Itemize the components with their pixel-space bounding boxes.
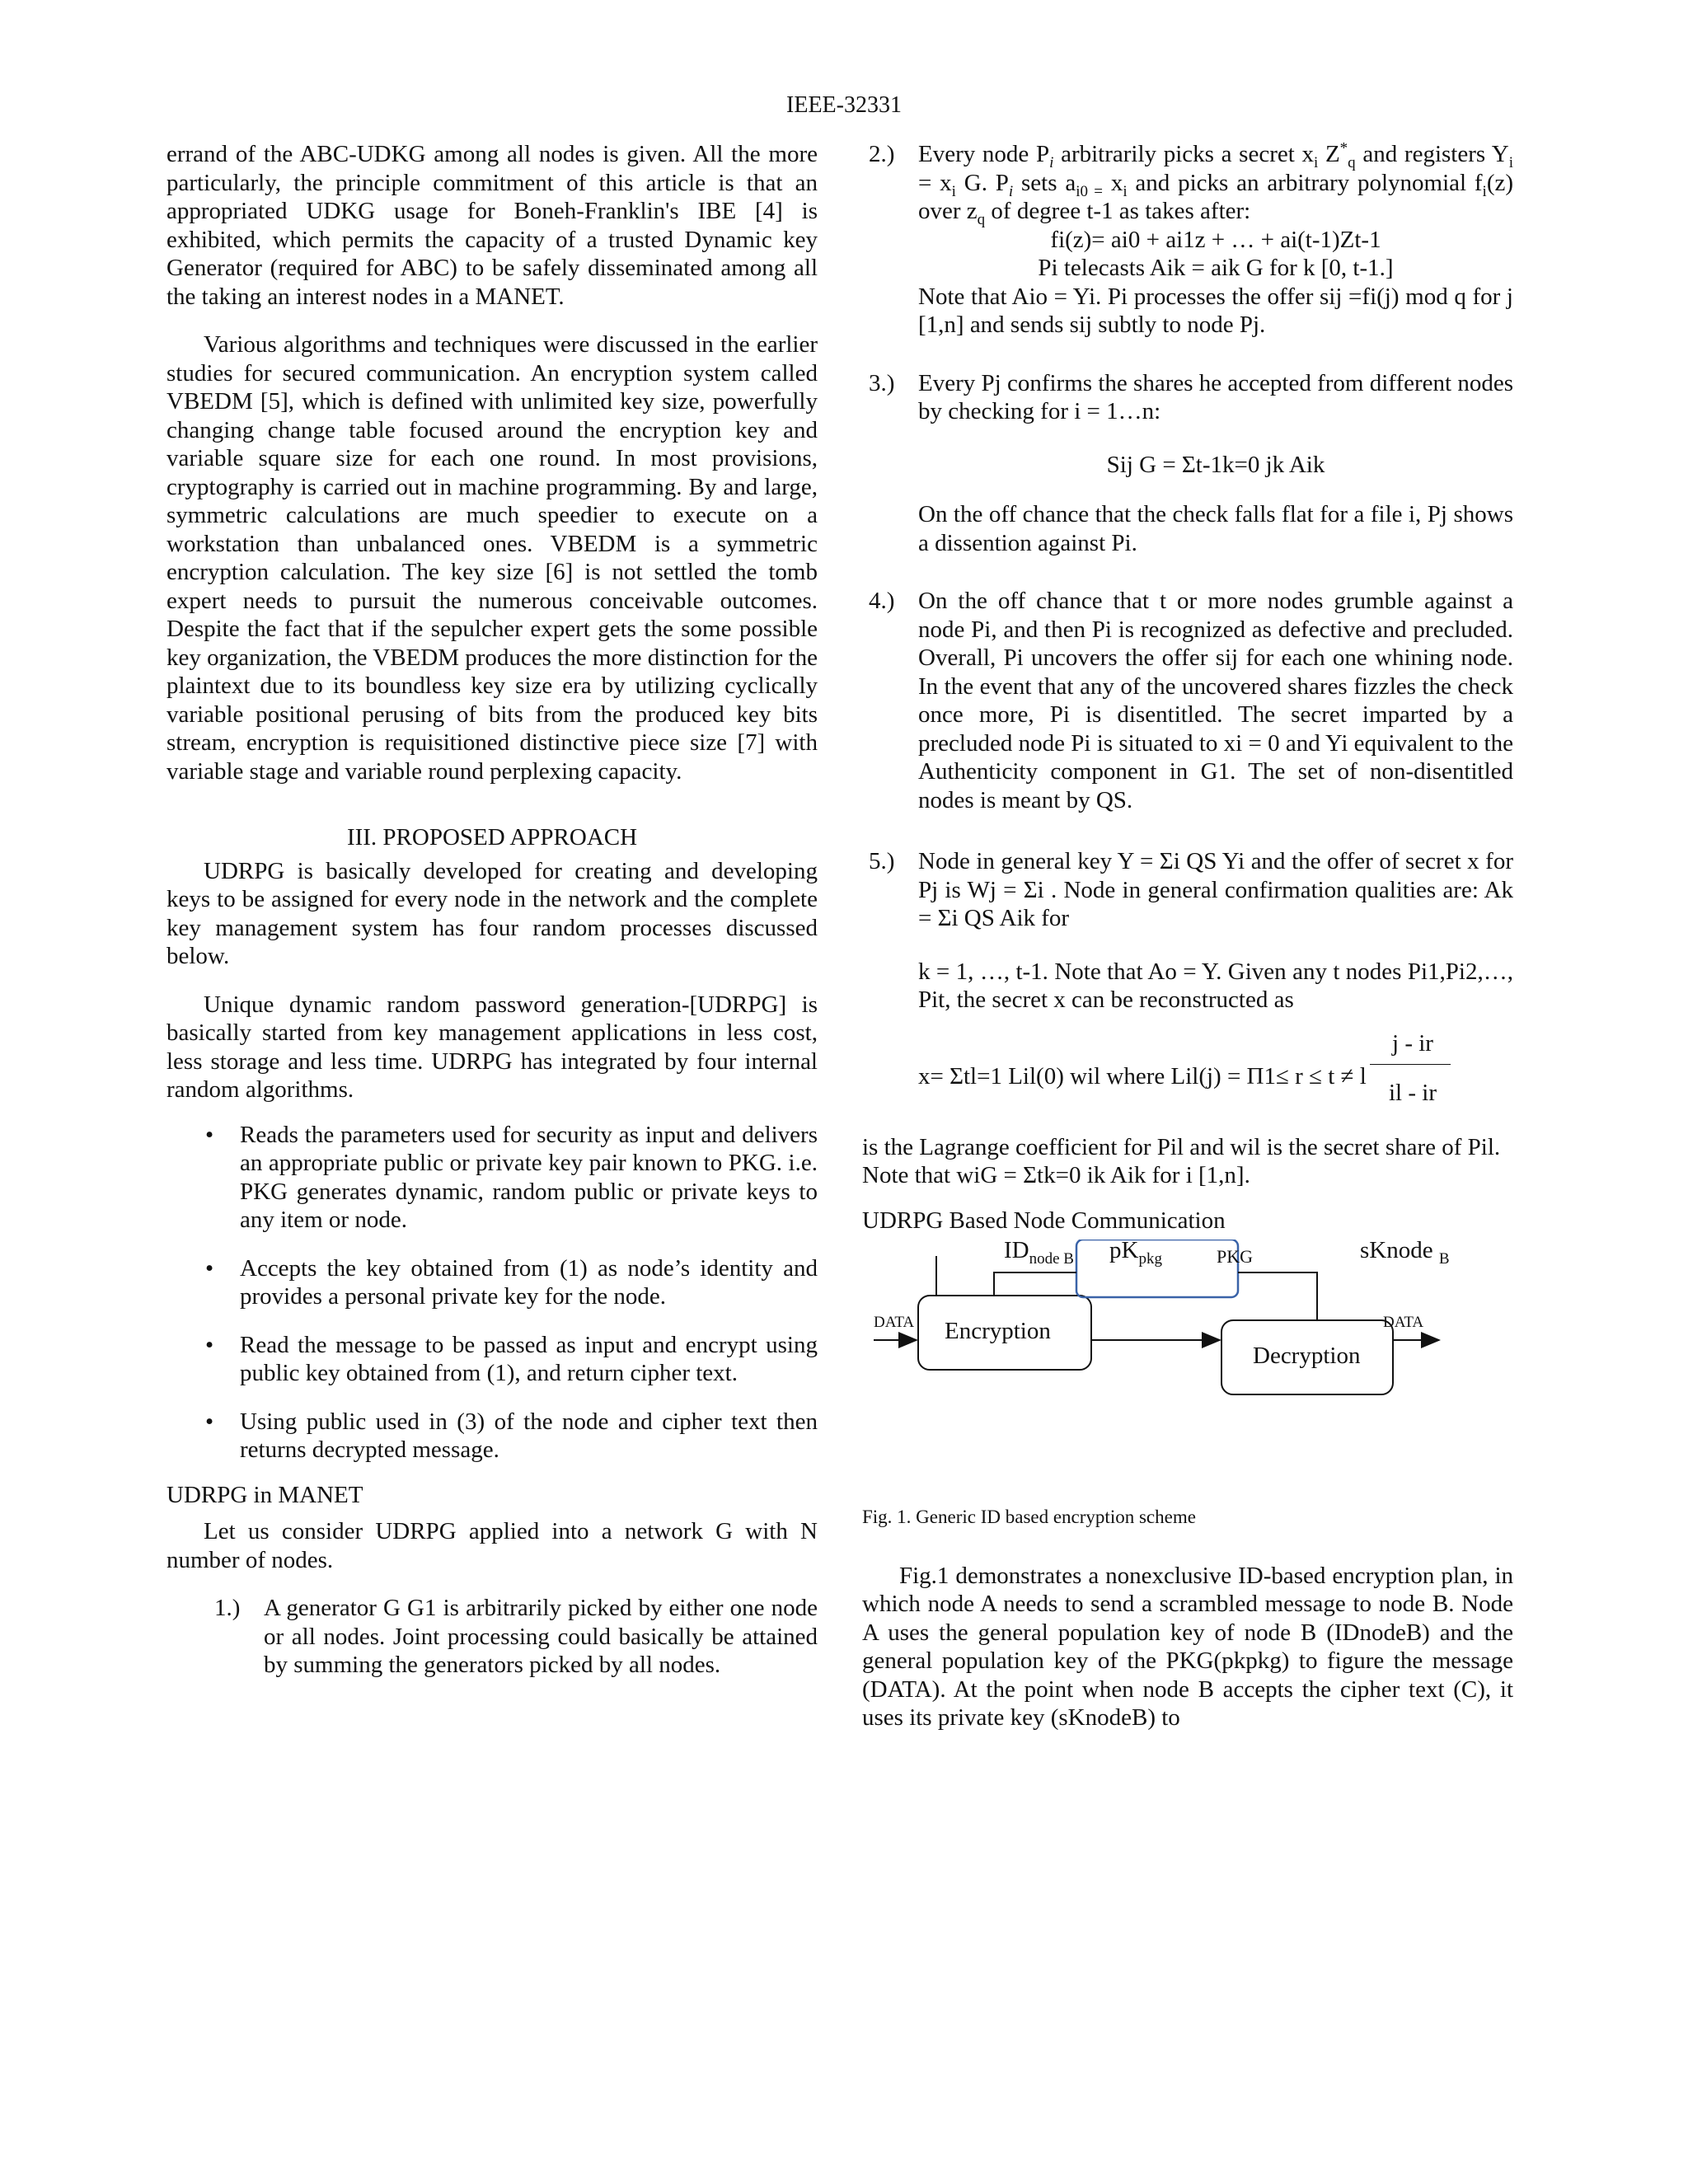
paragraph-note: Note that wiG = Σtk=0 ik Aik for i [1,n]. xyxy=(862,1162,1250,1188)
algorithm-list xyxy=(166,1121,818,1465)
formula-lagrange xyxy=(918,1029,1513,1117)
step-number: 1.) xyxy=(214,1595,241,1621)
step-2 xyxy=(862,140,1513,340)
step-text: A generator G G1 is arbitrarily picked by either one node or all nodes. Joint processing could basically be attained by summing the generators picked by all nodes. xyxy=(264,1595,818,1678)
step-note: On the off chance that the check falls flat for a file i, Pj shows a dissention against Pi. xyxy=(918,501,1513,556)
subheading-udrpg-manet: UDRPG in MANET xyxy=(166,1481,363,1508)
list-item: • Reads the parameters used for security as input and delivers an appropriate public or private key pair known to PKG. i.e. PKG generates dynamic, random public or private keys to any item or node. xyxy=(166,1121,818,1235)
step-text-continued: k = 1, …, t-1. Note that Ao = Y. Given any t nodes Pi1,Pi2,…, Pit, the secret x can be reconstructed as xyxy=(918,958,1513,1013)
label-pkg: PKG xyxy=(1217,1246,1254,1267)
paragraph-udrpg-overview: UDRPG is basically developed for creating and developing keys to be assigned for every node in the network and the complete key management system has four random processes discussed below. xyxy=(166,857,818,969)
paragraph-network: Let us consider UDRPG applied into a network G with N number of nodes. xyxy=(166,1518,818,1573)
step-number: 4.) xyxy=(869,588,895,614)
step-note: Note that Aio = Yi. Pi processes the offer sij =fi(j) mod q for j [1,n] and sends sij subtly to node Pj. xyxy=(918,283,1513,338)
step-4 xyxy=(862,587,1513,814)
paragraph-lagrange: is the Lagrange coefficient for Pil and wil is the secret share of Pil. xyxy=(862,1133,1501,1160)
label-encryption: Encryption xyxy=(945,1318,1051,1344)
paragraph-udrpg-detail: Unique dynamic random password generation-[UDRPG] is basically started from key management applications in less cost, less storage and less time. UDRPG has integrated by four internal random algorithms. xyxy=(166,991,818,1103)
figure-title: UDRPG Based Node Communication xyxy=(862,1207,1226,1234)
pkg-connector xyxy=(1238,1272,1317,1320)
formula-broadcast: Pi telecasts Aik = aik G for k [0, t-1.] xyxy=(1038,255,1394,281)
figure-caption: Fig. 1. Generic ID based encryption scheme xyxy=(862,1507,1196,1527)
left-column xyxy=(166,140,818,1680)
label-id-node: $ID_{node B}$ xyxy=(1004,1237,1074,1268)
label-decryption: Decryption xyxy=(1253,1343,1361,1369)
step-1 xyxy=(208,1594,818,1680)
right-column xyxy=(862,140,1513,1732)
step-text: Every node $P_i$ arbitrarily picks a secret $x_i$ $Z^*_q$ and registers $Y_i = x_i$ G. $P_i$ sets $a_{i0 =}$ $x_i$ and picks an arbitrary polynomial $f_i(z)$ over $z_q$ of degree t-1 as takes after: xyxy=(918,139,1514,228)
paragraph-figure-description: Fig.1 demonstrates a nonexclusive ID-based encryption plan, in which node A needs to send a scrambled message to node B. Node A uses the general population key of node B (IDnodeB) and the general population key of the PKG(pkpkg) to figure the message (DATA). At the point when node B accepts the cipher text (C), it uses its private key (sKnodeB) to xyxy=(862,1562,1513,1731)
formula-numerator: j - ir xyxy=(1392,1029,1433,1057)
step-text: Every Pj confirms the shares he accepted from different nodes by checking for i = 1…n: xyxy=(918,369,1513,424)
step-text: On the off chance that t or more nodes grumble against a node Pi, and then Pi is recognized as defective and precluded. Overall, Pi uncovers the offer sij for each one whining node. In the event that any of the uncovered shares fizzles the check once more, Pi is disentitled. The secret imparted by a precluded node Pi is situated to xi = 0 and Yi equivalent to the Authenticity component in G1. The set of non-disentitled nodes is meant by QS. xyxy=(918,588,1513,813)
step-number: 5.) xyxy=(869,848,895,874)
formula-share-check: Sij G = Σt-1k=0 jk Aik xyxy=(1106,451,1325,478)
fraction-bar xyxy=(1370,1064,1451,1065)
step-number: 3.) xyxy=(869,369,895,396)
label-data-out: DATA xyxy=(1383,1314,1424,1331)
formula-denominator: il - ir xyxy=(1389,1079,1437,1106)
step-5 xyxy=(862,847,1513,1117)
paragraph-intro: errand of the ABC-UDKG among all nodes is given. All the more particularly, the principle commitment of this article is that an appropriated UDKG usage for Boneh-Franklin's IBE [4] is exhibited, which permits the capacity of a trusted Dynamic key Generator (required for ABC) to be safely disseminated among all the taking an interest nodes in a MANET. xyxy=(166,141,818,310)
page-header: IEEE-32331 xyxy=(786,92,902,118)
diagram-lines xyxy=(862,1240,1513,1454)
label-sknode: sKnode $_B$ xyxy=(1360,1237,1450,1268)
label-pk: $pK_{pkg}$ xyxy=(1109,1237,1162,1268)
list-item: • Read the message to be passed as input and encrypt using public key obtained from (1), and return cipher text. xyxy=(166,1331,818,1388)
list-item: • Accepts the key obtained from (1) as node’s identity and provides a personal private key for the node. xyxy=(166,1254,818,1311)
id-connector xyxy=(994,1272,1076,1296)
step-number: 2.) xyxy=(869,141,895,167)
list-item: • Using public used in (3) of the node and cipher text then returns decrypted message. xyxy=(166,1408,818,1465)
section-title: III. PROPOSED APPROACH xyxy=(346,824,638,851)
formula-lagrange-main: x= Σtl=1 Lil(0) wil where Lil(j) = Π1≤ r ≤ t ≠ l xyxy=(918,1062,1367,1090)
formula-polynomial: fi(z)= ai0 + ai1z + … + ai(t-1)Zt-1 xyxy=(1050,226,1381,253)
step-3 xyxy=(862,369,1513,558)
step-text: Node in general key Y = Σi QS Yi and the offer of secret x for Pj is Wj = Σi . Node in general confirmation qualities are: Ak = Σi QS Aik for xyxy=(918,848,1513,931)
figure-encryption-scheme xyxy=(862,1237,1513,1454)
label-data-in: DATA xyxy=(874,1314,915,1331)
paragraph-related-work: Various algorithms and techniques were discussed in the earlier studies for secured communication. An encryption system called VBEDM [5], which is defined with unlimited key size, powerfully changing change table focused around the encryption key and variable square size for each one round. In most provisions, cryptography is carried out in machine programming. By and large, symmetric calculations are much speedier to execute on a workstation than unbalanced ones. VBEDM is a symmetric encryption calculation. The key size [6] is not settled the tomb expert needs to pursuit the numerous conceivable outcomes. Despite the fact that if the sepulcher expert gets the some possible key organization, the VBEDM produces the more distinction for the plaintext due to its boundless key size era by utilizing cyclically variable positional perusing of bits from the produced key bits stream, encryption is requisitioned distinctive piece size [7] with variable stage and variable round perplexing capacity. xyxy=(166,331,818,785)
